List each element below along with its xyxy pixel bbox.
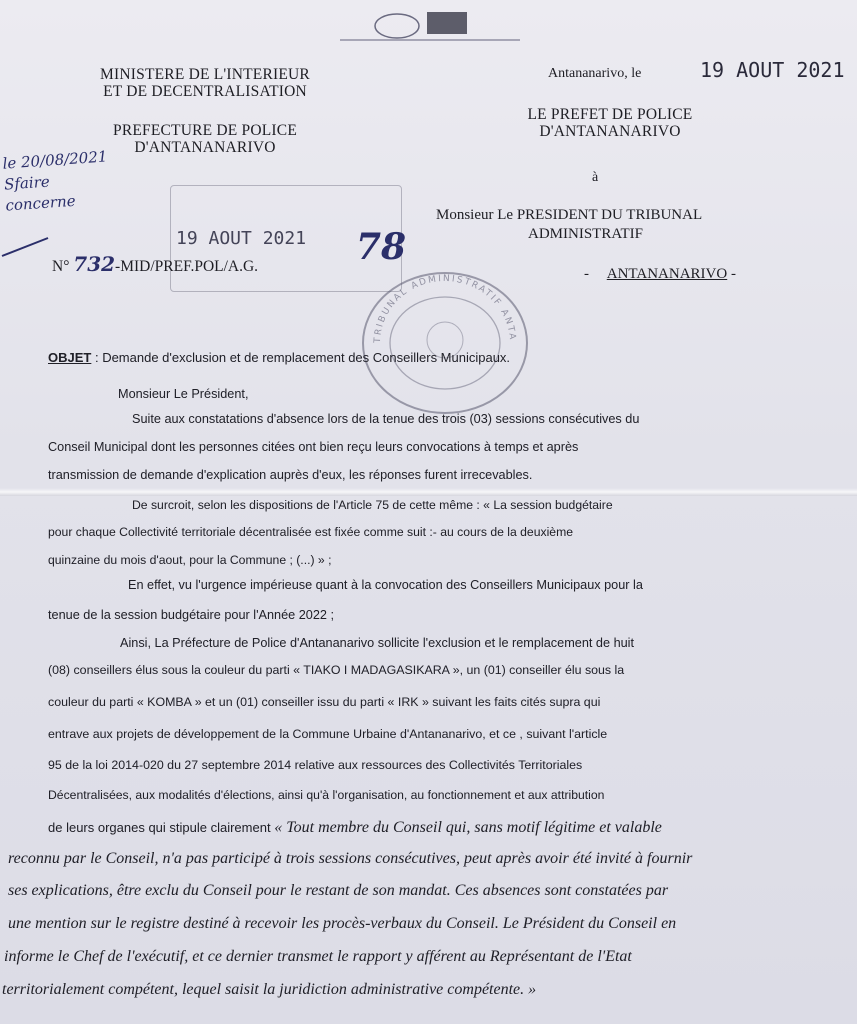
quote-start: « Tout membre du Conseil qui, sans motif légitime et valable — [274, 819, 662, 836]
reference-line — [52, 252, 258, 276]
margin-stroke — [0, 232, 60, 262]
dash-right: - — [730, 266, 736, 282]
reference-prefix: N° — [52, 258, 70, 275]
p2-line3: quinzaine du mois d'aout, pour la Commune ; (...) » ; — [48, 553, 332, 567]
p4-line1: Ainsi, La Préfecture de Police d'Antananarivo sollicite l'exclusion et le remplacement de huit — [120, 636, 635, 650]
recipient-line2: ADMINISTRATIF — [528, 226, 644, 242]
p3-line2: tenue de la session budgétaire pour l'Année 2022 ; — [48, 608, 334, 622]
quote-line3: une mention sur le registre destiné à recevoir les procès-verbaux du Conseil. Le Président du Conseil en — [8, 915, 677, 932]
sender-block — [490, 106, 730, 140]
quote-line2: ses explications, être exclu du Conseil pour le restant de son mandat. Ces absences sont constatées par — [8, 882, 669, 899]
ministry-header — [70, 66, 340, 100]
margin-note-line2: Sfaire — [3, 172, 51, 194]
to-label: à — [592, 170, 599, 185]
emblem-logo — [335, 6, 525, 46]
p4-line6: Décentralisées, aux modalités d'élections, ainsi qu'à l'organisation, au fonctionnement et aux attribution — [48, 788, 605, 802]
prefecture-line2: D'ANTANANARIVO — [134, 139, 276, 156]
dash-left: - — [584, 266, 589, 282]
ministry-line2: ET DE DECENTRALISATION — [103, 83, 307, 100]
p2-line1: De surcroit, selon les dispositions de l'Article 75 de cette même : « La session budgétaire — [132, 498, 613, 512]
sender-line1: LE PREFET DE POLICE — [527, 106, 693, 123]
seal-text: TRIBUNAL ADMINISTRATIF ANTA — [372, 273, 518, 344]
p1-line1: Suite aux constatations d'absence lors de la tenue des trois (03) sessions consécutives du — [132, 412, 640, 426]
p1-line2: Conseil Municipal dont les personnes citées ont bien reçu leurs convocations à temps et après — [48, 440, 579, 454]
reference-number: 732 — [73, 252, 116, 276]
place-date — [548, 66, 641, 82]
recipient-line1: Monsieur Le PRESIDENT DU TRIBUNAL — [436, 207, 703, 223]
place-label: Antananarivo, le — [548, 66, 642, 81]
reference-suffix: -MID/PREF.POL/A.G. — [115, 258, 259, 275]
quote-line4: informe le Chef de l'exécutif, et ce dernier transmet le rapport y afférent au Représentant de l'Etat — [4, 948, 632, 965]
handwritten-number: 78 — [356, 226, 407, 268]
p4-line7-lead: de leurs organes qui stipule clairement — [48, 820, 275, 835]
sender-line2: D'ANTANANARIVO — [539, 123, 681, 140]
margin-note-line3: concerne — [4, 191, 77, 215]
p2-line2: pour chaque Collectivité territoriale décentralisée est fixée comme suit :- au cours de la deuxième — [48, 525, 573, 539]
p3-line1: En effet, vu l'urgence impérieuse quant à la convocation des Conseillers Municipaux pour la — [128, 578, 643, 592]
margin-note-line1: le 20/08/2021 — [2, 147, 108, 173]
p4-line3: couleur du parti « KOMBA » et un (01) conseiller issu du parti « IRK » suivant les faits cités supra qui — [48, 695, 601, 709]
recipient-city-line — [584, 266, 736, 283]
quote-line1: reconnu par le Conseil, n'a pas participé à trois sessions consécutives, peut après avoir été invité à fournir — [8, 850, 693, 867]
p4-line7 — [48, 819, 662, 837]
p4-line5: 95 de la loi 2014-020 du 27 septembre 2014 relative aux ressources des Collectivités Territoriales — [48, 758, 583, 772]
reception-stamp-date: 19 AOUT 2021 — [176, 228, 307, 249]
paper-fold — [0, 488, 857, 496]
round-seal — [350, 268, 540, 418]
recipient-city: ANTANANARIVO — [606, 266, 728, 282]
subject-line — [48, 350, 510, 365]
p1-line3: transmission de demande d'explication auprès d'eux, les réponses furent irrecevables. — [48, 468, 533, 482]
recipient-block — [436, 206, 702, 244]
ministry-line1: MINISTERE DE L'INTERIEUR — [100, 66, 310, 83]
margin-notes — [2, 146, 111, 216]
prefecture-header — [70, 122, 340, 156]
salutation: Monsieur Le Président, — [118, 387, 249, 401]
subject-text: : Demande d'exclusion et de remplacement des Conseillers Municipaux. — [94, 350, 511, 365]
p4-line4: entrave aux projets de développement de la Commune Urbaine d'Antananarivo, et ce , suivant l'article — [48, 727, 608, 741]
prefecture-line1: PREFECTURE DE POLICE — [113, 122, 297, 139]
quote-line5: territorialement compétent, lequel saisit la juridiction administrative compétente. » — [2, 981, 537, 998]
p4-line2: (08) conseillers élus sous la couleur du parti « TIAKO I MADAGASIKARA », un (01) conseiller élu sous la — [48, 663, 625, 677]
subject-label: OBJET — [48, 350, 92, 365]
date-stamp: 19 AOUT 2021 — [700, 58, 845, 82]
